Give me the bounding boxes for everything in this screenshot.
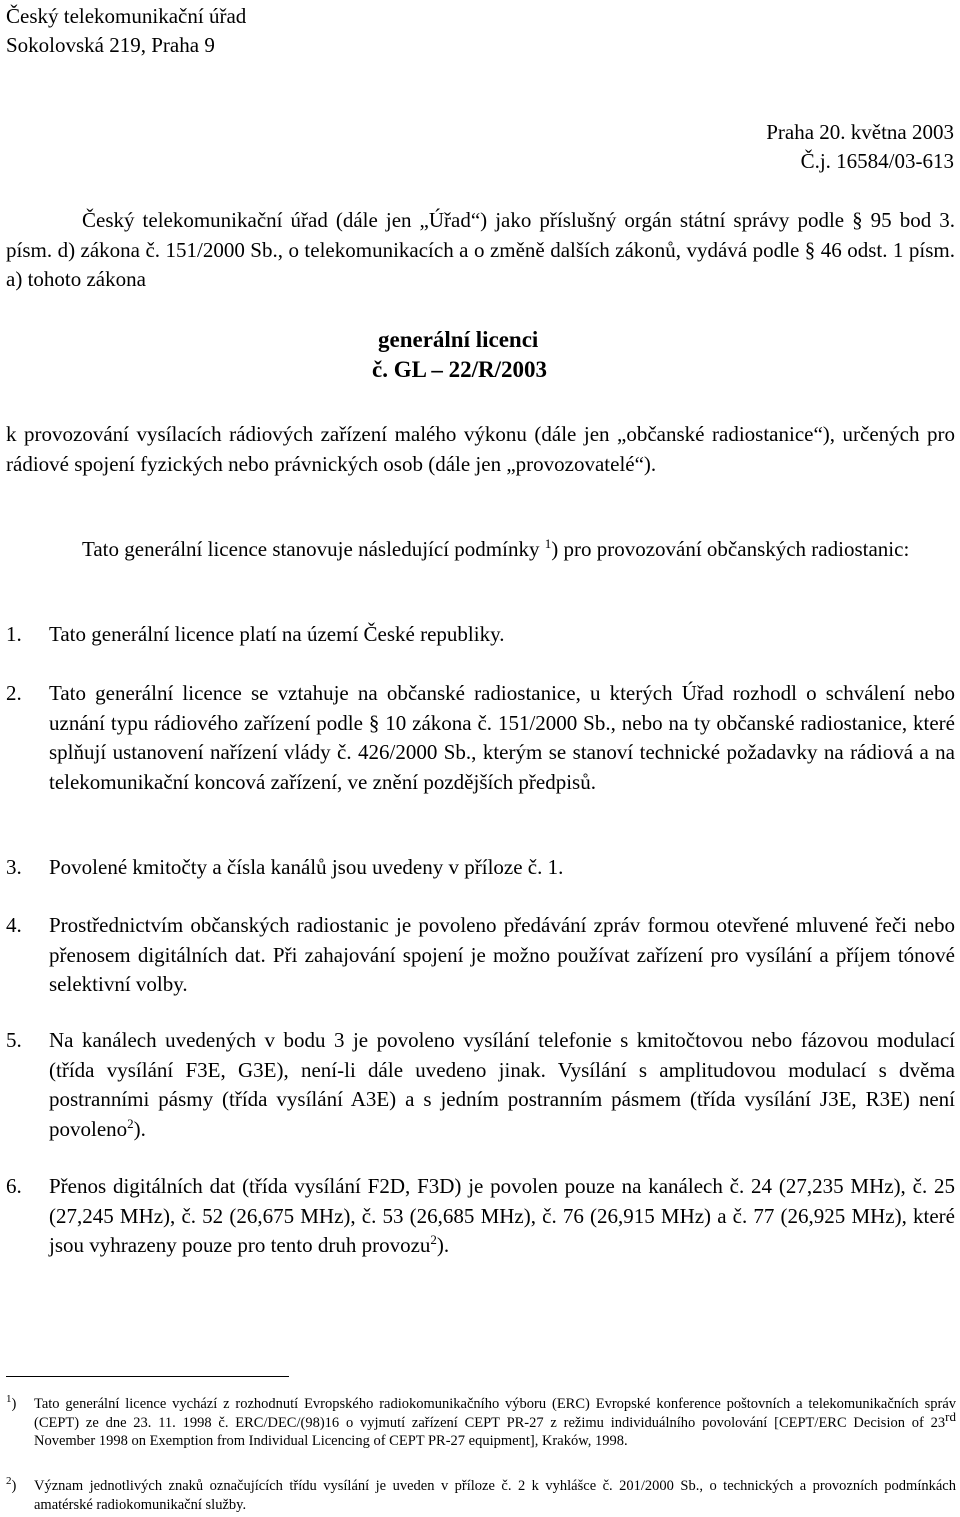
purpose-paragraph: k provozování vysílacích rádiových zařízení malého výkonu (dále jen „občanské radiostanice“), určených pro rádiové spojení fyzických nebo právnických osob (dále jen „provozovatelé“). <box>6 422 955 476</box>
title-licence-number: č. GL – 22/R/2003 <box>372 357 548 382</box>
list-item-text: Tato generální licence platí na území České republiky. <box>49 622 505 646</box>
footnote-1 <box>6 1395 956 1475</box>
list-item-text: Přenos digitálních dat (třída vysílání F2D, F3D) je povolen pouze na kanálech č. 24 (27,235 MHz), č. 25 (27,245 MHz), č. 52 (26,675 MHz), č. 53 (26,685 MHz), č. 76 (26,915 MHz) a č. 77 (26,925 MHz), které jsou vyhrazeny pouze pro tento druh provozu <box>49 1174 955 1257</box>
footnote-ref-2: 2 <box>430 1232 437 1247</box>
document-date: Praha 20. května 2003 <box>766 120 954 144</box>
list-item-text: Povolené kmitočty a čísla kanálů jsou uvedeny v příloze č. 1. <box>49 855 564 879</box>
footnote-text: Význam jednotlivých znaků označujících třídu vysílání je uveden v příloze č. 2 k vyhlášce č. 201/2000 Sb., o technických a provozních podmínkách amatérské radiokomunikační služby. <box>34 1478 956 1513</box>
reference-number: Č.j. 16584/03-613 <box>800 149 954 173</box>
list-item-text-after: ). <box>133 1116 146 1141</box>
footnote-separator <box>6 1376 289 1377</box>
list-item-text: Na kanálech uvedených v bodu 3 je povoleno vysílání telefonie s kmitočtovou nebo fázovou modulací (třída vysílání F3E, G3E), není-li dále uvedeno jinak. Vysílání s amplitudovou modulací s dvěma postranními pásmy (třída vysílání A3E) a s jedním postranním pásmem (třída vysílání J3E, R3E) není povoleno <box>49 1028 955 1141</box>
footnote-ref-1: 1 <box>544 536 552 551</box>
footnote-ref-2: 2 <box>127 1115 134 1131</box>
list-item-number: 3. <box>6 855 22 879</box>
intro-paragraph: Český telekomunikační úřad (dále jen „Úřad“) jako příslušný orgán státní správy podle § 95 bod 3. písm. d) zákona č. 151/2000 Sb., o telekomunikacích a o změně dalších zákonů, vydává podle § 46 odst. 1 písm. a) tohoto zákona <box>6 208 955 291</box>
conditions-intro-text: Tato generální licence stanovuje následující podmínky <box>82 537 540 561</box>
issuer-address: Sokolovská 219, Praha 9 <box>6 33 215 57</box>
footnote-text: Tato generální licence vychází z rozhodnutí Evropského radiokomunikačního výboru (ERC) Evropské konference poštovních a telekomunikačních správ (CEPT) ze dne 23. 11. 1998 č. ERC/DEC/(98)16 o vyjmutí zařízení CEPT PR-27 z režimu individuálního povolování [CEPT/ERC Decision of 23rd November 1998 on Exemption from Individual Licencing of CEPT PR-27 equipment], Kraków, 1998. <box>34 1396 956 1449</box>
list-item-number: 2. <box>6 681 22 705</box>
issuer-name: Český telekomunikační úřad <box>6 4 247 28</box>
conditions-intro-text-after: ) pro provozování občanských radiostanic: <box>551 537 910 561</box>
list-item-text-after: ). <box>436 1233 450 1257</box>
list-item-text: Prostřednictvím občanských radiostanic je povoleno předávání zpráv formou otevřené mluvené řeči nebo přenosem digitálních dat. Při zahajování spojení je možno používat zařízení pro vysílání a příjem tónové selektivní volby. <box>49 913 955 996</box>
list-item-text: Tato generální licence se vztahuje na občanské radiostanice, u kterých Úřad rozhodl o schválení nebo uznání typu rádiového zařízení podle § 10 zákona č. 151/2000 Sb., nebo na ty občanské radiostanice, které splňují ustanovení nařízení vlády č. 426/2000 Sb., kterým se stanoví technické požadavky na rádiová a na telekomunikační koncová zařízení, ve znění pozdějších předpisů. <box>49 681 955 794</box>
conditions-intro-paragraph <box>6 535 955 565</box>
list-item-text-wrapper <box>49 1026 955 1144</box>
list-item-number: 1. <box>6 622 22 646</box>
footnote-sup: rd <box>945 1408 956 1424</box>
footnote-mark: $^1$) <box>6 1393 17 1412</box>
footnote-mark: $^2$) <box>6 1475 17 1494</box>
title-licence: generální licenci <box>378 327 539 352</box>
list-item-number: 5. <box>6 1028 22 1052</box>
list-item-text-wrapper <box>49 1172 955 1261</box>
list-item-number: 6. <box>6 1174 22 1198</box>
list-item-number: 4. <box>6 913 22 937</box>
footnote-2 <box>6 1477 956 1517</box>
